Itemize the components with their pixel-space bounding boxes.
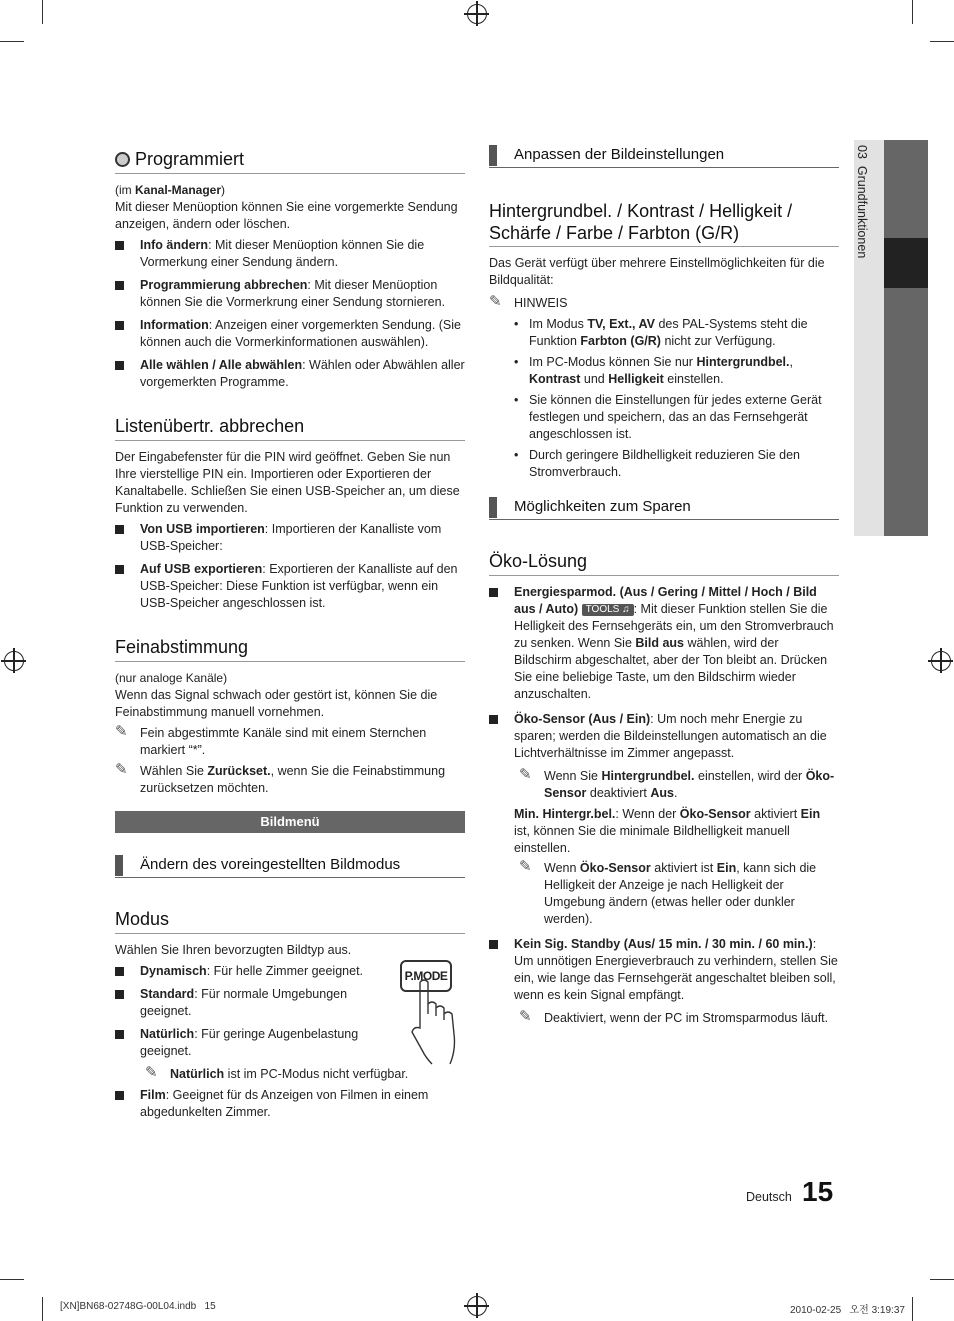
section-title-listen: Listenübertr. abbrechen [115,415,465,441]
min-hintergrund-text: Min. Hintergr.bel.: Wenn der Öko-Sensor aktiviert Ein ist, können Sie die minimale Bildhelligkeit manuell einstellen. [514,807,821,855]
list-item: • Sie können die Einstellungen für jedes externe Gerät festlegen und speichern, das an das Fernsehgerät angeschlossen ist. [489,392,839,443]
registration-mark-bottom [467,1296,487,1316]
chapter-number: 03 [855,145,869,159]
list-item: Natürlich: Für geringe Augenbelastung geeignet. [115,1026,375,1060]
pencil-icon: ✎ [519,766,532,783]
footer-file-info: [XN]BN68-02748G-00L04.indb 15 [60,1301,216,1312]
tools-icon: TOOLS ♫ [582,604,634,616]
pencil-icon: ✎ [519,858,532,875]
list-item: • Im Modus TV, Ext., AV des PAL-Systems steht die Funktion Farbton (G/R) nicht zur Verfügung. [489,316,839,350]
pmode-button: P.MODE [400,960,452,992]
chapter-title: Grundfunktionen [855,165,869,259]
intro-text: Das Gerät verfügt über mehrere Einstellmöglichkeiten für die Bildqualität: [489,256,825,287]
subsection-title: Anpassen der Bildeinstellungen [489,145,839,168]
list-item: Öko-Sensor (Aus / Ein): Um noch mehr Energie zu sparen; werden die Bildeinstellungen automatisch an die Lichtverhältnisse im Zimmer angepasst. [489,711,839,762]
list-item: • Durch geringere Bildhelligkeit reduzieren Sie den Stromverbrauch. [489,447,839,481]
list-item: • Im PC-Modus können Sie nur Hintergrundbel., Kontrast und Helligkeit einstellen. [489,354,839,388]
intro-text: Mit dieser Menüoption können Sie eine vorgemerkte Sendung anzeigen, ändern oder löschen. [115,200,458,231]
pencil-icon: ✎ [115,723,128,740]
list-item: Von USB importieren: Importieren der Kanalliste vom USB-Speicher: [115,521,465,555]
note: ✎ Deaktiviert, wenn der PC im Stromsparmodus läuft. [519,1008,829,1025]
footer-date: 2010-02-25 오전 3:19:37 [790,1305,905,1316]
pencil-icon: ✎ [519,1008,532,1025]
registration-mark-right [931,651,951,671]
context-line: (im Kanal-Manager) [115,183,226,197]
right-column [489,145,839,1031]
list-item: Standard: Für normale Umgebungen geeignet. [115,986,365,1020]
intro-text: Wenn das Signal schwach oder gestört ist, können Sie die Feinabstimmung manuell vornehmen. [115,688,438,719]
section-title-programmiert: Programmiert [115,148,465,174]
side-chapter-label [855,145,869,258]
note: ✎ Wählen Sie Zurückset., wenn Sie die Feinabstimmung zurücksetzen möchten. [115,761,446,795]
subsection-title: Ändern des voreingestellten Bildmodus [115,855,465,878]
note: ✎ Wenn Öko-Sensor aktiviert ist Ein, kann sich die Helligkeit der Anzeige je nach Helligkeit der Umgebung ändern (etwas heller oder dunkler werden). [519,858,817,926]
page-number: 15 [802,1176,834,1207]
pencil-icon: ✎ [489,293,502,310]
pencil-icon: ✎ [145,1064,158,1081]
note: ✎ Wenn Sie Hintergrundbel. einstellen, wird der Öko-Sensor deaktiviert Aus. [519,766,835,800]
subsection-title: Möglichkeiten zum Sparen [489,497,839,520]
context-line: (nur analoge Kanäle) [115,671,228,685]
list-item: Programmierung abbrechen: Mit dieser Menüoption können Sie die Vormerkrung einer Sendung stornieren. [115,277,465,311]
remote-pmode-illustration [398,958,468,1066]
section-title-bildeinstellungen: Hintergrundbel. / Kontrast / Helligkeit / Schärfe / Farbe / Farbton (G/R) [489,200,839,247]
clock-icon [115,152,130,167]
list-item: Auf USB exportieren: Exportieren der Kanalliste auf den USB-Speicher: Diese Funktion ist verfügbar, wenn ein USB-Speicher angeschlossen ist. [115,561,465,612]
menu-banner: Bildmenü [115,811,465,833]
footer-language: Deutsch [746,1190,792,1204]
note: ✎ Fein abgestimmte Kanäle sind mit einem Sternchen markiert “*”. [115,723,427,757]
pencil-icon: ✎ [115,761,128,778]
list-item: Energiesparmod. (Aus / Gering / Mittel / Hoch / Bild aus / Auto) TOOLS ♫ : Mit dieser Funktion stellen Sie die Helligkeit des Fernsehgeräts ein, um den Stromverbrauch zu senken. Wenn Sie Bild aus wählen, wird der Bildschirm abgeschaltet, aber der Ton bleibt an. Drücken Sie eine beliebige Taste, um den Bildschirm wieder anzuschalten. [489,584,839,703]
intro-text: Wählen Sie Ihren bevorzugten Bildtyp aus. [115,943,352,957]
section-title-oko: Öko-Lösung [489,550,839,576]
list-item: Information: Anzeigen einer vorgemerkten Sendung. (Sie können auch die Vormerkinformationen auswählen). [115,317,465,351]
list-item: Dynamisch: Für helle Zimmer geeignet. [115,963,365,980]
section-title-fein: Feinabstimmung [115,636,465,662]
section-title-modus: Modus [115,908,465,934]
list-item: Film: Geeignet für ds Anzeigen von Filmen in einem abgedunkelten Zimmer. [115,1087,465,1121]
hand-pointer-icon [398,958,468,1066]
note: ✎ Natürlich ist im PC-Modus nicht verfügbar. [145,1064,409,1081]
list-item: Alle wählen / Alle abwählen: Wählen oder Abwählen aller vorgemerkten Programme. [115,357,465,391]
hinweis-label: ✎ HINWEIS [489,293,568,310]
list-item: Info ändern: Mit dieser Menüoption können Sie die Vormerkung einer Sendung ändern. [115,237,465,271]
list-item: Kein Sig. Standby (Aus/ 15 min. / 30 min. / 60 min.): Um unnötigen Energieverbrauch zu verhindern, stellen Sie ein, wie lange das Fernsehgerät angeschaltet bleiben soll, wenn es kein Signal empfängt. [489,936,839,1004]
intro-text: Der Eingabefenster für die PIN wird geöffnet. Geben Sie nun Ihre vierstellige PIN ein. Importieren oder Exportieren der Kanaltabelle. Schließen Sie einen USB-Speicher an, um diese Funktion zu verwenden. [115,450,460,515]
registration-mark-left [4,651,24,671]
registration-mark-top [467,4,487,24]
